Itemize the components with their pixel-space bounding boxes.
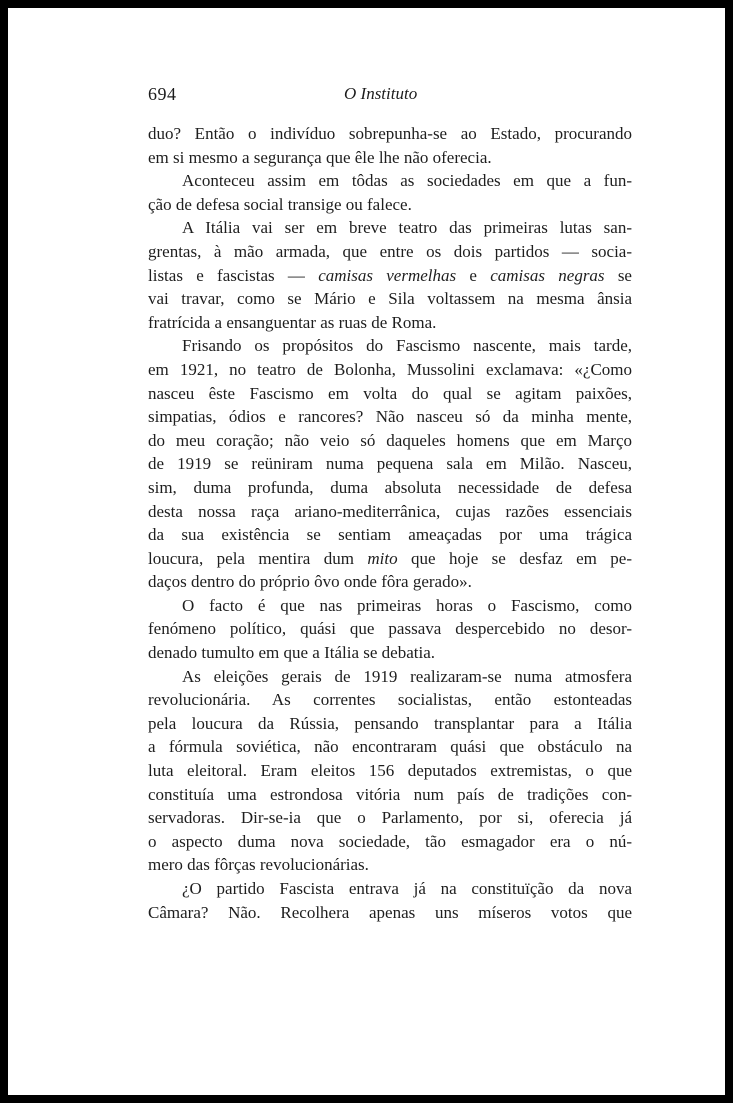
text-line: desta nossa raça ariano-mediterrânica, cujas razões essenciais — [148, 501, 632, 521]
text-line: grentas, à mão armada, que entre os dois partidos — socia- — [148, 241, 632, 261]
text-run: listas e fascistas — — [148, 265, 319, 285]
text-line: da sua existência se sentiam ameaçadas por uma trágica — [148, 525, 632, 545]
text-line: em 1921, no teatro de Bolonha, Mussolini exclamava: «¿Como — [148, 359, 632, 379]
text-line-italic-mixed — [148, 547, 632, 571]
text-line: nasceu êste Fascismo em volta do qual se agitam paixões, — [148, 383, 632, 403]
text-line: servadoras. Dir-se-ia que o Parlamento, por si, oferecia já — [148, 808, 632, 828]
text-line-italic-mixed — [148, 264, 632, 288]
book-page — [8, 8, 725, 1095]
text-run: que hoje se desfaz em pe- — [397, 548, 632, 568]
text-line: o aspecto duma nova sociedade, tão esmagador era o nú- — [148, 831, 632, 851]
text-line: fenómeno político, quási que passava despercebido no desor- — [148, 619, 632, 639]
text-line: A Itália vai ser em breve teatro das primeiras lutas san- — [182, 218, 632, 238]
text-line: As eleições gerais de 1919 realizaram-se numa atmosfera — [182, 666, 632, 686]
text-line: Aconteceu assim em tôdas as sociedades em que a fun- — [182, 171, 632, 191]
text-line: Frisando os propósitos do Fascismo nascente, mais tarde, — [182, 336, 632, 356]
text-line: O facto é que nas primeiras horas o Fascismo, como — [182, 595, 632, 615]
running-title: O Instituto — [344, 84, 418, 103]
text-line: duo? Então o indivíduo sobrepunha-se ao Estado, procurando — [148, 124, 632, 143]
text-run: loucura, pela mentira dum — [148, 548, 368, 568]
body-text — [148, 122, 632, 924]
text-line: denado tumulto em que a Itália se debatia. — [148, 643, 436, 663]
text-line: ção de defesa social transige ou falece. — [148, 194, 412, 214]
italic-phrase: camisas vermelhas — [318, 265, 457, 285]
text-line: revolucionária. As correntes socialistas, então estonteadas — [148, 690, 632, 710]
italic-phrase: camisas negras — [490, 265, 605, 285]
text-line: de 1919 se reüniram numa pequena sala em Milão. Nasceu, — [148, 454, 632, 474]
text-line: vai travar, como se Mário e Sila voltassem na mesma ânsia — [148, 289, 632, 309]
page-header — [148, 84, 633, 108]
page-number: 694 — [148, 84, 177, 104]
text-line: a fórmula soviética, não encontraram quási que obstáculo na — [148, 737, 632, 757]
italic-word: mito — [367, 548, 398, 568]
text-line: daços dentro do próprio ôvo onde fôra gerado». — [148, 572, 472, 592]
text-line: em si mesmo a segurança que êle lhe não oferecia. — [148, 147, 492, 167]
text-line: constituía uma estrondosa vitória num país de tradições con- — [148, 784, 632, 804]
text-run: se — [604, 265, 632, 285]
text-line: fratrícida a ensanguentar as ruas de Roma. — [148, 312, 437, 332]
text-line: do meu coração; não veio só daqueles homens que em Março — [148, 430, 632, 450]
text-run: e — [456, 265, 491, 285]
text-line: pela loucura da Rússia, pensando transplantar para a Itália — [148, 713, 632, 733]
text-line: Câmara? Não. Recolhera apenas uns míseros votos que — [148, 902, 632, 922]
text-line: ¿O partido Fascista entrava já na constituïção da nova — [182, 879, 632, 898]
text-line: simpatias, ódios e rancores? Não nasceu só da minha mente, — [148, 407, 632, 427]
text-line: mero das fôrças revolucionárias. — [148, 855, 369, 875]
text-line: sim, duma profunda, duma absoluta necessidade de defesa — [148, 477, 632, 497]
text-line: luta eleitoral. Eram eleitos 156 deputados extremistas, o que — [148, 761, 632, 781]
